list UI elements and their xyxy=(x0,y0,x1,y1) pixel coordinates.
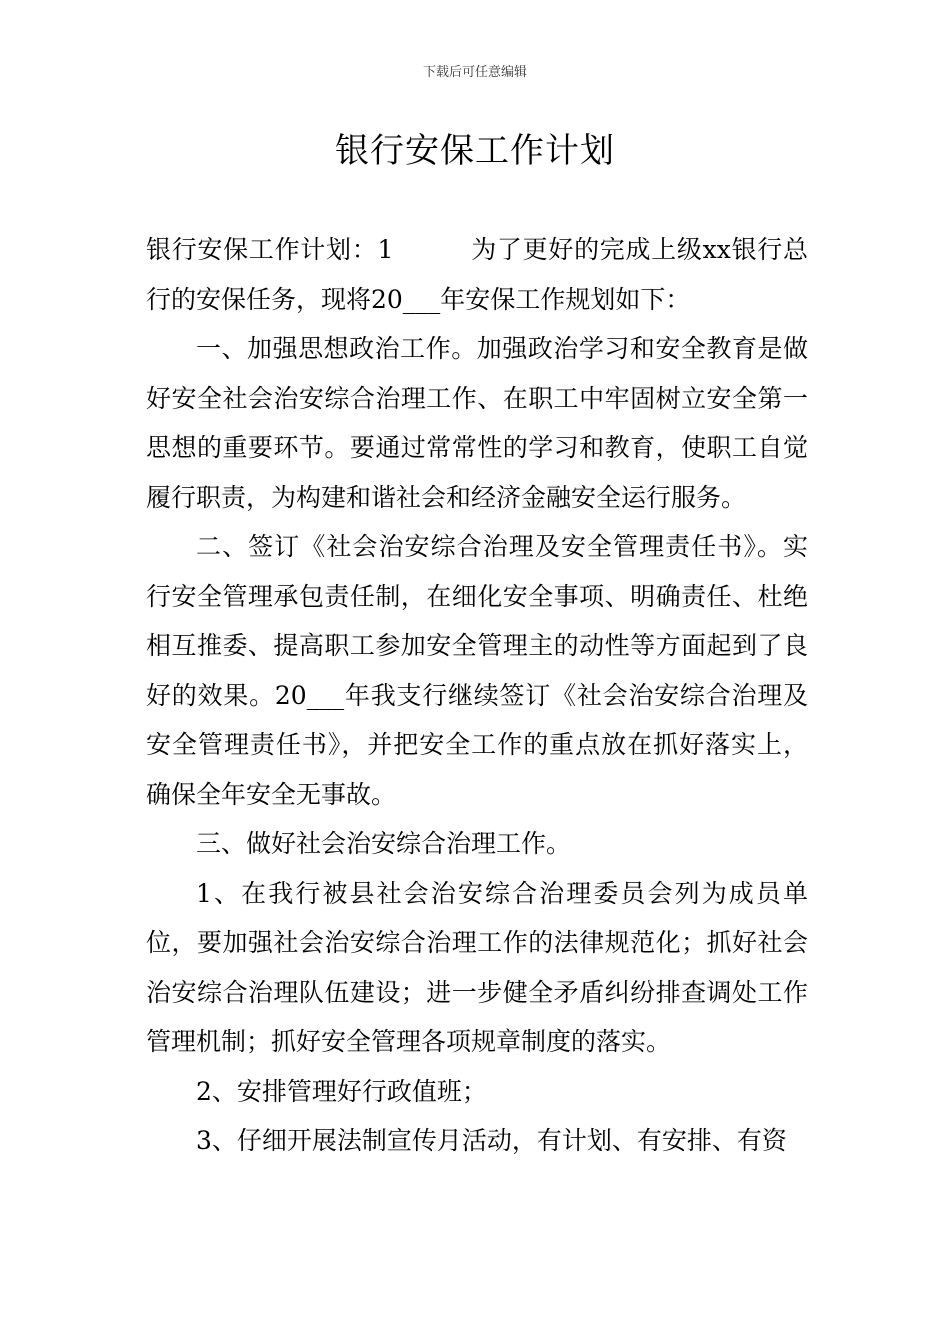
paragraph-item-2: 2、安排管理好行政值班； xyxy=(196,1076,487,1106)
paragraph-item-3: 3、仔细开展法制宣传月活动，有计划、有安排、有资 xyxy=(196,1126,787,1155)
paragraph-item-1: 1、在我行被县社会治安综合治理委员会列为成员单位，要加强社会治安综合治理工作的法律规范化；抓好社会治安综合治理队伍建设；进一步健全矛盾纠纷排查调处工作管理机制；抓好安全管理各项规章制度的落实。 xyxy=(146,878,808,1056)
paragraph-intro: 银行安保工作计划：1 为了更好的完成上级xx银行总行的安保任务，现将20___年安保工作规划如下： xyxy=(146,235,808,314)
header-note: 下载后可任意编辑 xyxy=(422,65,527,80)
paragraph-section-1: 一、加强思想政治工作。加强政治学习和安全教育是做好安全社会治安综合治理工作、在职工中牢固树立安全第一思想的重要环节。要通过常常性的学习和教育，使职工自觉履行职责，为构建和谐社会和经济金融安全运行服务。 xyxy=(146,334,808,512)
paragraph-section-2: 二、签订《社会治安综合治理及安全管理责任书》。实行安全管理承包责任制，在细化安全事项、明确责任、杜绝相互推委、提高职工参加安全管理主的动性等方面起到了良好的效果。20___年我支行继续签订《社会治安综合治理及安全管理责任书》，并把安全工作的重点放在抓好落实上，确保全年安全无事故。 xyxy=(146,532,808,809)
paragraph-section-3: 三、做好社会治安综合治理工作。 xyxy=(196,829,572,858)
document-body xyxy=(146,225,808,1166)
document-title: 银行安保工作计划 xyxy=(335,131,615,171)
